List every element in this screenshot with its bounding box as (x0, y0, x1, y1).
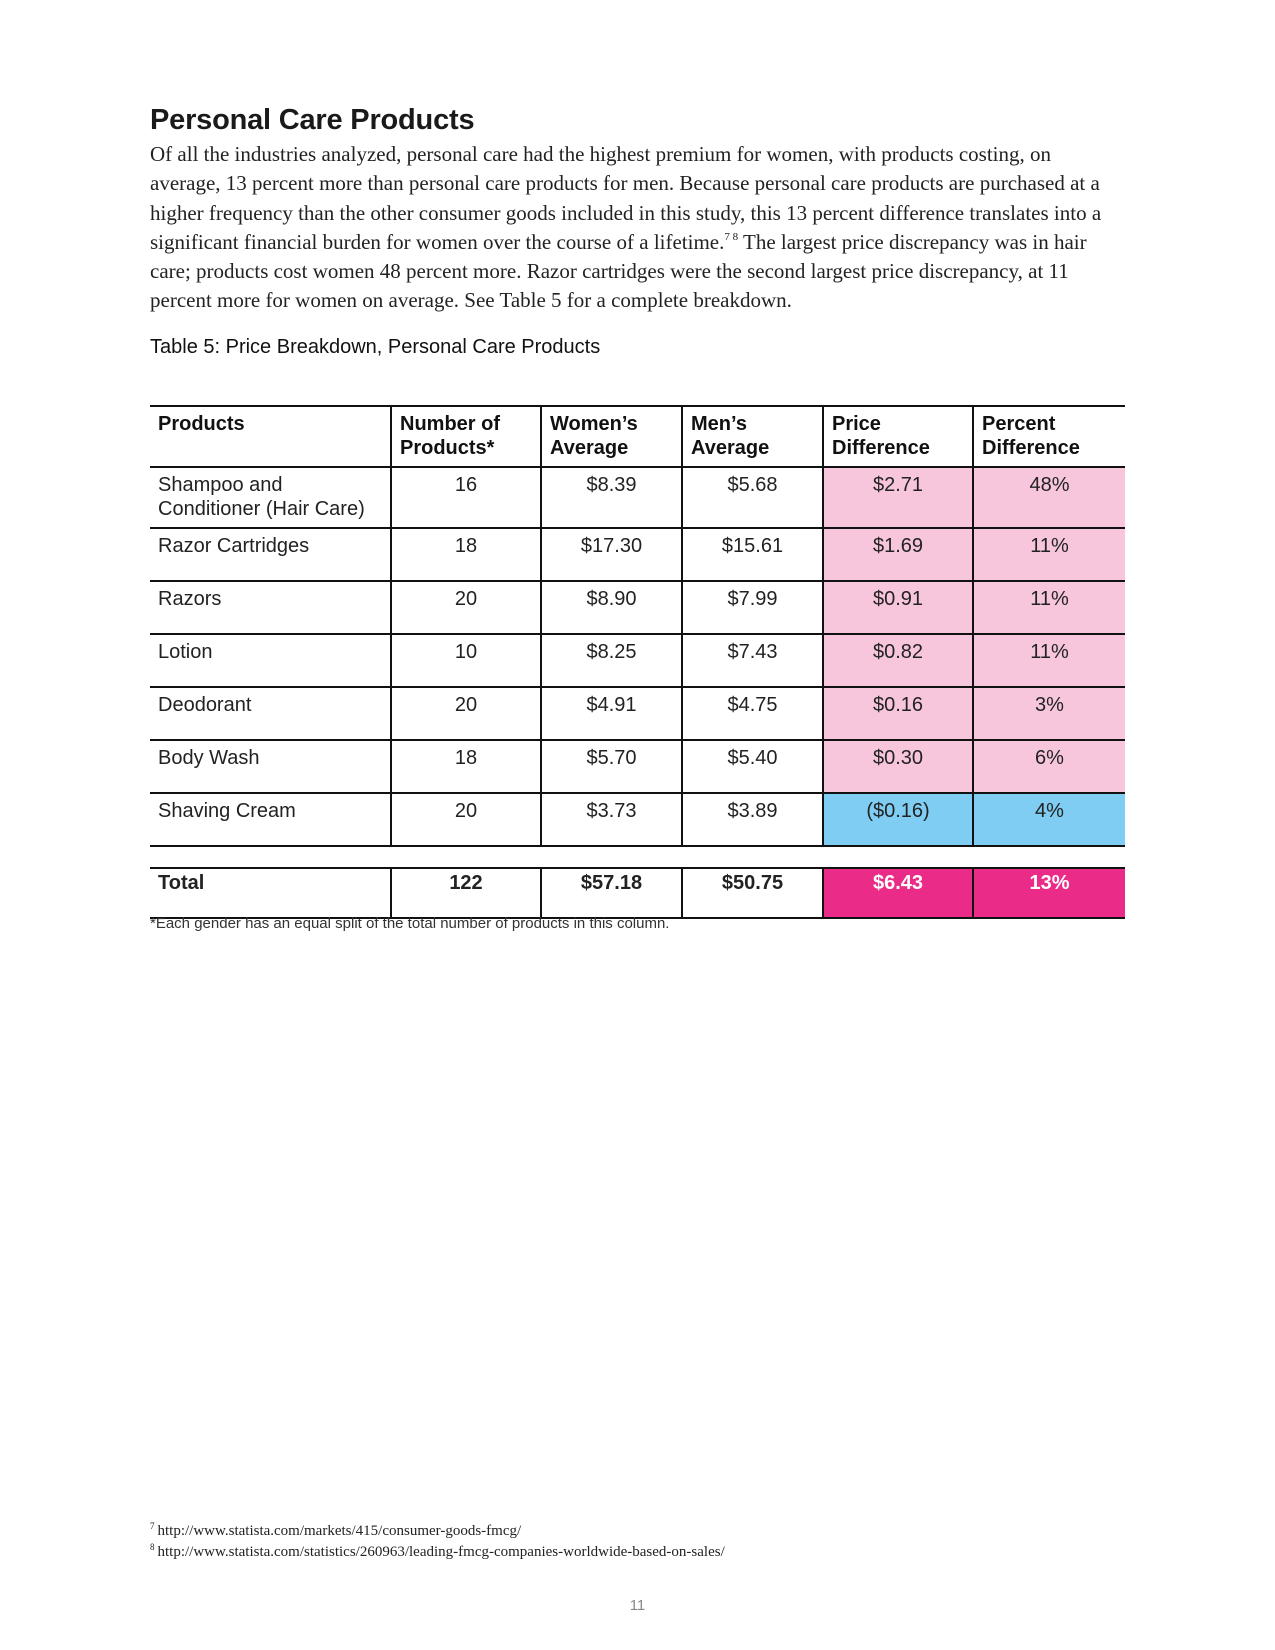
table-row (150, 793, 1125, 846)
table-total-row (150, 868, 1125, 918)
cell-womens-average: $4.91 (541, 687, 682, 740)
table-header-row (150, 406, 1125, 467)
cell-count: 20 (391, 687, 541, 740)
table-row (150, 740, 1125, 793)
table-spacer (150, 846, 1125, 868)
cell-percent-difference: 11% (973, 581, 1125, 634)
cell-womens-average: $8.39 (541, 467, 682, 528)
cell-count: 18 (391, 740, 541, 793)
header-products: Products (150, 406, 391, 467)
cell-count: 20 (391, 793, 541, 846)
page-title: Personal Care Products (150, 104, 475, 136)
cell-mens-average: $5.40 (682, 740, 823, 793)
footnote-number: 7 (150, 1521, 155, 1531)
cell-price-difference: $0.82 (823, 634, 973, 687)
cell-product: Razor Cartridges (150, 528, 391, 581)
cell-mens-average: $4.75 (682, 687, 823, 740)
cell-product: Shaving Cream (150, 793, 391, 846)
cell-count: 20 (391, 581, 541, 634)
header-mens-average: Men’s Average (682, 406, 823, 467)
footnote-item (150, 1521, 725, 1542)
cell-product: Deodorant (150, 687, 391, 740)
cell-count: 18 (391, 528, 541, 581)
cell-price-difference: $1.69 (823, 528, 973, 581)
footnote-reference[interactable]: 7 8 (724, 230, 739, 243)
header-number-of-products: Number of Products* (391, 406, 541, 467)
cell-womens-average: $8.90 (541, 581, 682, 634)
total-percent-difference: 13% (973, 868, 1125, 918)
table-caption: Table 5: Price Breakdown, Personal Care Products (150, 336, 601, 358)
total-count: 122 (391, 868, 541, 918)
cell-percent-difference: 4% (973, 793, 1125, 846)
total-womens-average: $57.18 (541, 868, 682, 918)
cell-product: Body Wash (150, 740, 391, 793)
cell-mens-average: $3.89 (682, 793, 823, 846)
cell-product: Shampoo and Conditioner (Hair Care) (150, 467, 391, 528)
total-label: Total (150, 868, 391, 918)
header-percent-difference: Percent Difference (973, 406, 1125, 467)
cell-mens-average: $7.43 (682, 634, 823, 687)
footnote-item (150, 1542, 725, 1563)
table-row (150, 581, 1125, 634)
cell-count: 16 (391, 467, 541, 528)
intro-paragraph (150, 140, 1125, 316)
table-row (150, 634, 1125, 687)
cell-womens-average: $8.25 (541, 634, 682, 687)
cell-price-difference: ($0.16) (823, 793, 973, 846)
cell-mens-average: $5.68 (682, 467, 823, 528)
cell-percent-difference: 3% (973, 687, 1125, 740)
cell-womens-average: $5.70 (541, 740, 682, 793)
cell-price-difference: $0.30 (823, 740, 973, 793)
cell-price-difference: $2.71 (823, 467, 973, 528)
price-breakdown-table (150, 405, 1125, 919)
table-note: *Each gender has an equal split of the total number of products in this column. (150, 915, 670, 932)
footnote-link[interactable]: http://www.statista.com/markets/415/consumer-goods-fmcg/ (157, 1523, 522, 1539)
cell-price-difference: $0.16 (823, 687, 973, 740)
cell-womens-average: $17.30 (541, 528, 682, 581)
cell-count: 10 (391, 634, 541, 687)
table-row (150, 687, 1125, 740)
header-price-difference: Price Difference (823, 406, 973, 467)
footnote-number: 8 (150, 1542, 155, 1552)
cell-percent-difference: 11% (973, 528, 1125, 581)
footnotes (150, 1521, 725, 1563)
footnote-link[interactable]: http://www.statista.com/statistics/260963/leading-fmcg-companies-worldwide-based-on-sales/ (157, 1544, 725, 1560)
table-row (150, 467, 1125, 528)
cell-product: Lotion (150, 634, 391, 687)
cell-percent-difference: 6% (973, 740, 1125, 793)
cell-percent-difference: 11% (973, 634, 1125, 687)
cell-price-difference: $0.91 (823, 581, 973, 634)
table-row (150, 528, 1125, 581)
cell-percent-difference: 48% (973, 467, 1125, 528)
intro-text-part1: Of all the industries analyzed, personal care had the highest premium for women, with products costing, on average, 13 percent more than personal care products for men. Because personal care products are purchased at a higher frequency than the other consumer goods included in this study, this 13 percent difference translates into a significant financial burden for women over the course of a lifetime. (150, 142, 1102, 254)
cell-mens-average: $7.99 (682, 581, 823, 634)
intro-text-part2: The largest price discrepancy was in hair care; products cost women 48 percent more. Razor cartridges were the second largest price discrepancy, at 11 percent more for women on average. See Table 5 for a complete breakdown. (150, 229, 1087, 313)
header-womens-average: Women’s Average (541, 406, 682, 467)
total-mens-average: $50.75 (682, 868, 823, 918)
page-number: 11 (629, 1597, 646, 1614)
cell-womens-average: $3.73 (541, 793, 682, 846)
cell-product: Razors (150, 581, 391, 634)
total-price-difference: $6.43 (823, 868, 973, 918)
cell-mens-average: $15.61 (682, 528, 823, 581)
